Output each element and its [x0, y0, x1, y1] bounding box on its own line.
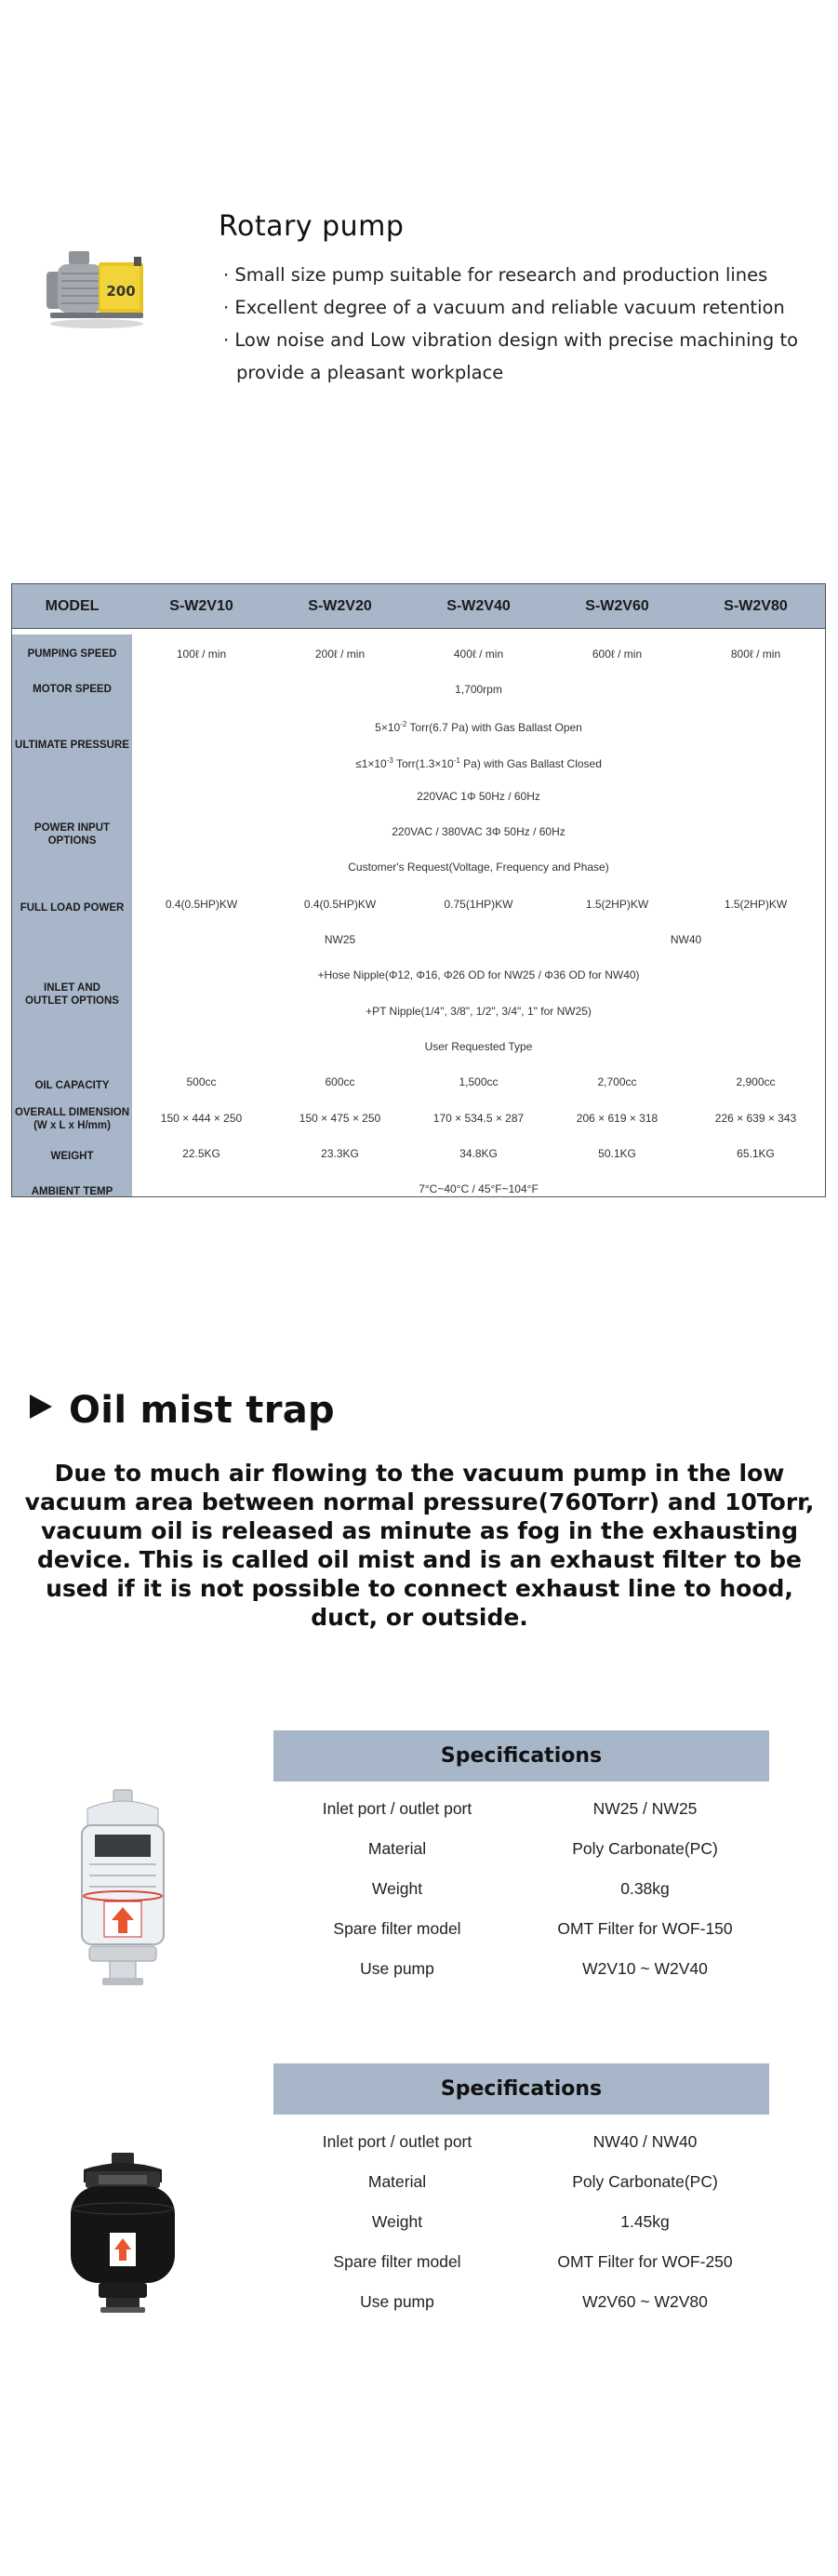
power-input-option-1: 220VAC 1Φ 50Hz / 60Hz [417, 790, 540, 803]
dimension-v20: 150 × 475 × 250 [299, 1112, 381, 1125]
play-triangle-icon [30, 1395, 52, 1419]
dimension-v60: 206 × 619 × 318 [576, 1112, 658, 1125]
pumping-speed-v40: 400ℓ / min [453, 647, 504, 661]
dimension-v40: 170 × 534.5 × 287 [432, 1112, 525, 1125]
spec-key: Material [367, 2172, 427, 2191]
spec-key: Weight [371, 1879, 423, 1898]
oil-capacity-v20: 600cc [325, 1075, 355, 1088]
header-s-w2v10: S-W2V10 [169, 598, 233, 614]
full-load-power-v60: 1.5(2HP)KW [585, 898, 649, 911]
spec-value: NW40 / NW40 [592, 2132, 698, 2151]
spec-header: Specifications [273, 2063, 769, 2115]
spec-key: Use pump [360, 1959, 434, 1978]
spec-row [273, 1949, 769, 1989]
power-input-option-3: Customer's Request(Voltage, Frequency and Phase) [348, 861, 609, 874]
spec-table-trap-1 [273, 1730, 769, 1989]
inlet-user-type: User Requested Type [424, 1040, 533, 1053]
oil-capacity-v60: 2,700cc [597, 1075, 637, 1088]
oil-capacity-v10: 500cc [186, 1075, 217, 1088]
rotary-pump-image [41, 244, 153, 331]
ambient-temp-value: 7°C~40°C / 45°F~104°F [419, 1182, 539, 1195]
label-ultimate-pressure: ULTIMATE PRESSURE [15, 740, 129, 751]
rotary-pump-spec-table [11, 583, 826, 1197]
label-power-input: POWER INPUT OPTIONS [33, 822, 111, 847]
ultimate-pressure-closed: $\le 1\times 10^{-3}$ $Torr(1.3\times 10^{-1}$ Pa) with Gas Ballast Closed [355, 756, 602, 770]
oil-mist-trap-title [30, 1389, 335, 1432]
spec-value: 1.45kg [620, 2212, 670, 2231]
label-overall-dimension-line2: (W x L x H/mm) [33, 1120, 111, 1131]
label-oil-capacity: OIL CAPACITY [34, 1080, 110, 1091]
spec-key: Spare filter model [333, 2252, 461, 2271]
header-s-w2v60: S-W2V60 [585, 598, 649, 614]
pumping-speed-v80: 800ℓ / min [730, 647, 781, 661]
spec-table-trap-2 [273, 2063, 769, 2322]
spec-row [273, 1829, 769, 1869]
full-load-power-v10: 0.4(0.5HP)KW [165, 898, 238, 911]
spec-row [273, 2282, 769, 2322]
rotary-pump-title: Rotary pump [219, 210, 405, 243]
oil-capacity-v40: 1,500cc [459, 1075, 499, 1088]
spec-key: Inlet port / outlet port [322, 1799, 472, 1818]
spec-value: NW25 / NW25 [592, 1799, 698, 1818]
label-weight: WEIGHT [50, 1151, 94, 1162]
oil-mist-trap-small-image [67, 1788, 179, 1989]
weight-v80: 65.1KG [737, 1147, 775, 1160]
header-s-w2v80: S-W2V80 [724, 598, 788, 614]
dimension-v80: 226 × 639 × 343 [714, 1112, 797, 1125]
label-full-load-power: FULL LOAD POWER [20, 902, 125, 914]
full-load-power-v80: 1.5(2HP)KW [724, 898, 788, 911]
feature-item: · Small size pump suitable for research and production lines [223, 259, 818, 291]
label-pumping-speed: PUMPING SPEED [27, 648, 117, 660]
weight-v40: 34.8KG [459, 1147, 498, 1160]
spec-value: OMT Filter for WOF-150 [557, 1919, 733, 1938]
spec-row [273, 2242, 769, 2282]
weight-v20: 23.3KG [321, 1147, 359, 1160]
spec-value: W2V10 ~ W2V40 [582, 1959, 708, 1978]
oil-capacity-v80: 2,900cc [736, 1075, 776, 1088]
label-overall-dimension-line1: OVERALL DIMENSION [14, 1107, 130, 1118]
header-s-w2v40: S-W2V40 [446, 598, 511, 614]
spec-value: 0.38kg [620, 1879, 670, 1898]
pumping-speed-v20: 200ℓ / min [314, 647, 366, 661]
inlet-pt-nipple: +PT Nipple(1/4", 3/8", 1/2", 3/4", 1" for NW25) [366, 1005, 592, 1018]
spec-value: Poly Carbonate(PC) [572, 1839, 718, 1858]
oil-mist-trap-title-text: Oil mist trap [69, 1389, 335, 1432]
spec-value: OMT Filter for WOF-250 [557, 2252, 733, 2271]
feature-item: · Low noise and Low vibration design with precise machining to provide a pleasant workplace [223, 324, 818, 389]
label-motor-speed: MOTOR SPEED [33, 684, 112, 695]
spec-key: Inlet port / outlet port [322, 2132, 472, 2151]
motor-speed-value: 1,700rpm [455, 683, 502, 696]
header-s-w2v20: S-W2V20 [308, 598, 372, 614]
spec-row [273, 1789, 769, 1829]
spec-row [273, 2202, 769, 2242]
full-load-power-v20: 0.4(0.5HP)KW [303, 898, 377, 911]
spec-value: Poly Carbonate(PC) [572, 2172, 718, 2191]
label-ambient-temp: AMBIENT TEMP [31, 1186, 113, 1197]
feature-item: · Excellent degree of a vacuum and reliable vacuum retention [223, 291, 818, 324]
inlet-nw25: NW25 [324, 933, 356, 946]
weight-v60: 50.1KG [598, 1147, 636, 1160]
pumping-speed-v10: 100ℓ / min [176, 647, 227, 661]
spec-header: Specifications [273, 1730, 769, 1782]
dimension-v10: 150 × 444 × 250 [160, 1112, 243, 1125]
inlet-nw40: NW40 [670, 933, 702, 946]
pump-model-label: 200 [106, 283, 136, 300]
spec-key: Use pump [360, 2292, 434, 2311]
rotary-pump-features [223, 259, 818, 389]
spec-row [273, 2122, 769, 2162]
weight-v10: 22.5KG [182, 1147, 220, 1160]
table-header [12, 584, 825, 629]
full-load-power-v40: 0.75(1HP)KW [444, 898, 513, 911]
spec-row [273, 2162, 769, 2202]
oil-mist-trap-large-image [65, 2151, 180, 2316]
label-overall-dimension [12, 1101, 132, 1138]
spec-key: Material [367, 1839, 427, 1858]
spec-key: Weight [371, 2212, 423, 2231]
ultimate-pressure-open: $5\times 10^{-2}$ Torr(6.7 Pa) with Gas Ballast Open [375, 720, 582, 734]
spec-key: Spare filter model [333, 1919, 461, 1938]
spec-value: W2V60 ~ W2V80 [582, 2292, 708, 2311]
power-input-option-2: 220VAC / 380VAC 3Φ 50Hz / 60Hz [392, 825, 565, 838]
inlet-hose-nipple: +Hose Nipple(Φ12, Φ16, Φ26 OD for NW25 / Φ36 OD for NW40) [317, 968, 640, 981]
label-inlet-outlet: INLET AND OUTLET OPTIONS [25, 982, 119, 1007]
spec-row [273, 1909, 769, 1949]
spec-row [273, 1869, 769, 1909]
oil-mist-description: Due to much air flowing to the vacuum pump in the low vacuum area between normal pressure(760Torr) and 10Torr, vacuum oil is released as minute as fog in the exhausting device. This is called oil mist and is an exhaust filter to be used if it is not possible to connect exhaust line to hood, duct, or outside. [24, 1460, 815, 1631]
header-model: MODEL [45, 598, 100, 614]
pumping-speed-v60: 600ℓ / min [592, 647, 643, 661]
